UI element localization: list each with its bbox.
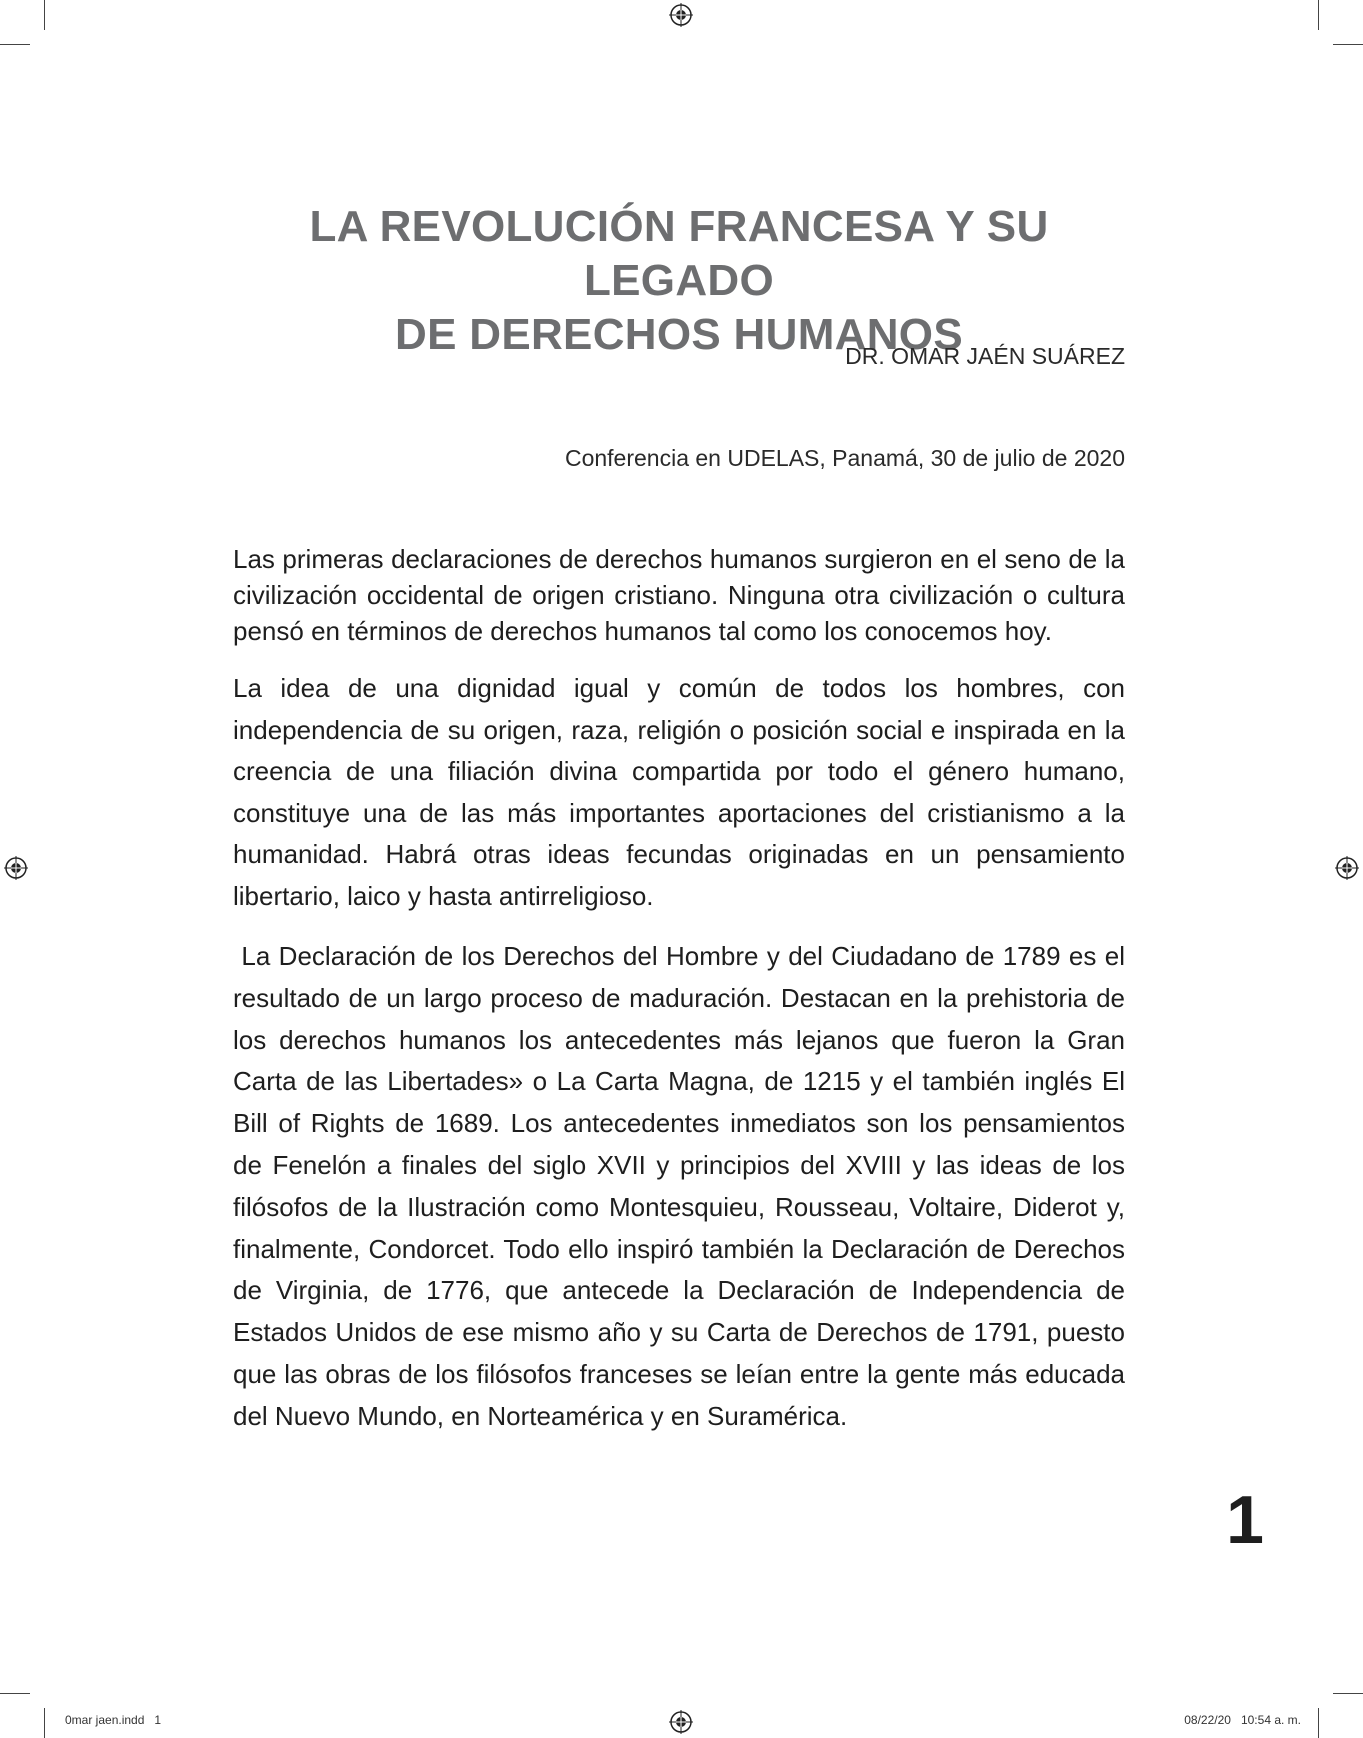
crop-mark (44, 0, 45, 30)
crop-mark (0, 1693, 30, 1694)
registration-mark-icon (1335, 856, 1359, 880)
conference-info: Conferencia en UDELAS, Panamá, 30 de julio de 2020 (564, 445, 1125, 471)
crop-mark (1318, 1708, 1319, 1738)
crop-mark (1318, 0, 1319, 30)
crop-mark (44, 1708, 45, 1738)
paragraph: Las primeras declaraciones de derechos humanos surgieron en el seno de la civilización occidental de origen cristiano. Ninguna otra civilización o cultura pensó en términos de derechos humanos tal como los conocemos hoy. (233, 544, 1125, 646)
crop-mark (1333, 1693, 1363, 1694)
author-name: DR. OMAR JAÉN SUÁREZ (845, 343, 1125, 369)
title-line: DE DERECHOS HUMANOS (395, 310, 963, 359)
page-number: 1 (1226, 1482, 1264, 1558)
title-line: LA REVOLUCIÓN FRANCESA Y SU LEGADO (309, 202, 1049, 305)
paragraph: La Declaración de los Derechos del Hombre y del Ciudadano de 1789 es el resultado de un largo proceso de maduración. Destacan en la prehistoria de los derechos humanos los antecedentes más lejanos que fueron la Gran Carta de las Libertades» o La Carta Magna, de 1215 y el también inglés El Bill of Rights de 1689. Los antecedentes inmediatos son los pensamientos de Fenelón a finales del siglo XVII y principios del XVIII y las ideas de los filósofos de la Ilustración como Montesquieu, Rousseau, Voltaire, Diderot y, finalmente, Condorcet. Todo ello inspiró también la Declaración de Derechos de Virginia, de 1776, que antecede la Declaración de Independencia de Estados Unidos de ese mismo año y su Carta de Derechos de 1791, puesto que las obras de los filósofos franceses se leían entre la gente más educada del Nuevo Mundo, en Norteamérica y en Suramérica. (233, 941, 1133, 1431)
registration-mark-icon (4, 856, 28, 880)
registration-mark-icon (669, 3, 693, 27)
print-slug-timestamp: 08/22/20 10:54 a. m. (1184, 1713, 1301, 1727)
crop-mark (0, 44, 30, 45)
body-text (233, 541, 1133, 1438)
paragraph: La idea de una dignidad igual y común de todos los hombres, con independencia de su origen, raza, religión o posición social e inspirada en la creencia de una filiación divina compartida por todo el género humano, constituye una de las más importantes aportaciones del cristianismo a la humanidad. Habrá otras ideas fecundas originadas en un pensamiento libertario, laico y hasta antirreligioso. (233, 673, 1125, 911)
crop-mark (1333, 44, 1363, 45)
print-slug-file: 0mar jaen.indd 1 (65, 1713, 162, 1727)
registration-mark-icon (669, 1710, 693, 1734)
page-title (233, 200, 1125, 362)
